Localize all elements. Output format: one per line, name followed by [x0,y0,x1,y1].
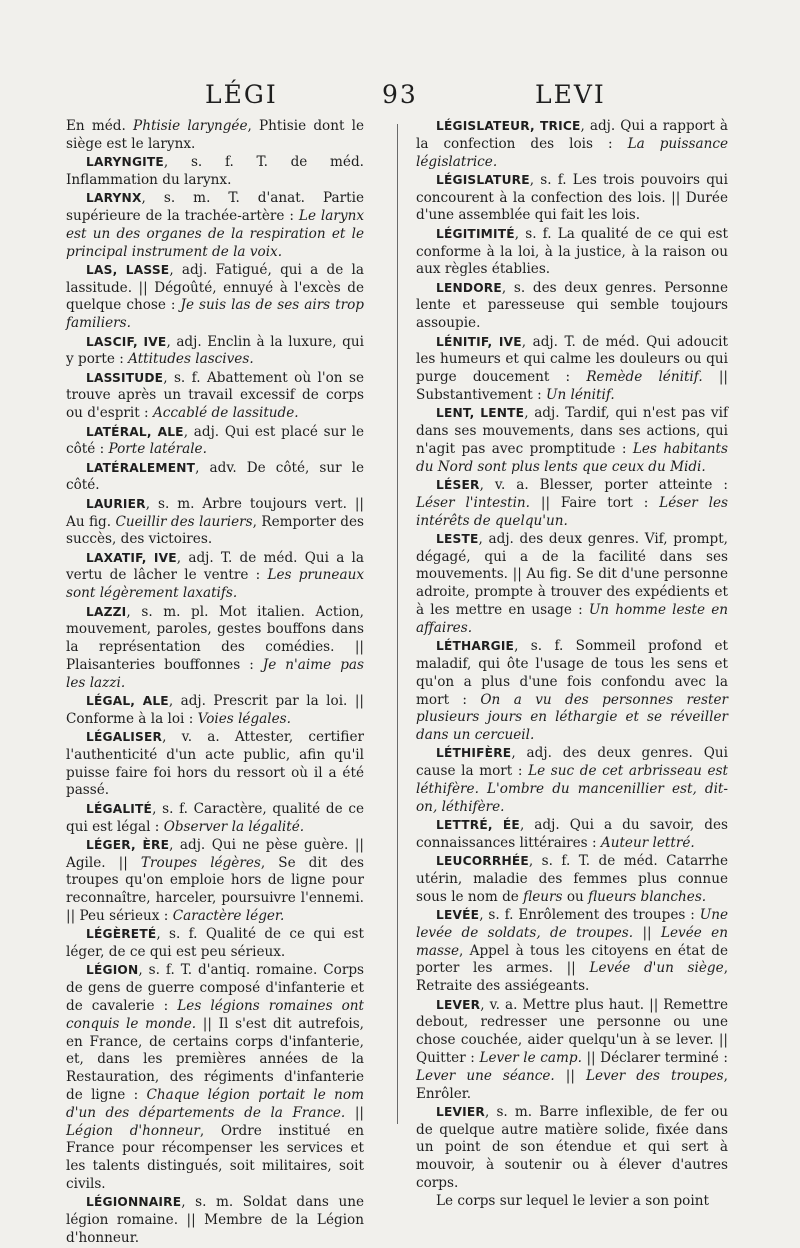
entry-definition: , s. f. Caractère, qualité de ce qui est légal : [66,800,364,835]
dictionary-entry [66,926,364,962]
dictionary-entry [416,226,728,279]
entry-definition: , adj. Tardif, qui n'est pas vif dans ses mouvements, dans ses actions, qui n'agit pas avec promptitude : [416,405,728,457]
entry-example: Les pruneaux sont légèrement laxatifs. [66,567,365,602]
entry-example: Le larynx est un des organes de la respiration et le principal instrument de la voix. [66,207,364,260]
entry-definition: , s. f. T. d'antiq. romaine. Corps de gens de guerre composé d'infanterie et de cavalerie : [66,962,364,1015]
entry-example: Levée en masse [416,924,728,959]
entry-headword: LARYNX [86,191,142,206]
entry-headword: LENDORE [436,280,502,295]
entry-example: Les habitants du Nord sont plus lents que ceux du Midi. [416,440,728,475]
dictionary-entry [66,837,364,926]
entry-definition: , adj. Qui a rapport à la confection des lois : [416,118,728,152]
entry-example: Voies légales. [197,710,291,727]
dictionary-entry [66,962,364,1193]
entry-example: Lever le camp. [479,1049,582,1066]
entry-definition: , v. a. Mettre plus haut. || Remettre debout, redresser une personne ou une chose couchée, aider quelqu'un à se lever. || Quitter : [416,996,728,1066]
entry-headword: LEVÉE [436,908,480,923]
entry-example: Cueillir des lauriers [115,513,253,530]
header-guide-word-right: LEVI [535,80,606,109]
entry-headword: LÉSER [436,477,480,492]
entry-headword: LÉGITIMITÉ [436,226,515,241]
entry-definition: , adj. des deux genres. Qui cause la mort : [416,745,728,780]
entry-example: Un homme leste en affaires. [416,602,728,636]
entry-definition: , adj. Prescrit par la loi. || Conforme à la loi : [66,693,364,727]
entry-definition: , adj. Qui ne pèse guère. || Agile. || [66,836,364,871]
entry-definition: En méd. [66,118,134,134]
entry-headword: LASCIF, IVE [86,334,167,349]
entry-definition: , Enrôler. [416,1067,728,1102]
entry-headword: LAS, LASSE [86,262,170,277]
entry-example: Je suis las de ses airs trop familiers. [66,297,365,332]
dictionary-entry [416,638,728,745]
dictionary-entry [66,550,364,603]
entry-example: On a vu des personnes rester plusieurs jours en léthargie et se réveiller dans un cercueil. [416,691,728,744]
entry-definition: , s. f. Les trois pouvoirs qui concourent à la confection des lois. || Durée d'une assemblée qui fait les lois. [416,171,728,224]
dictionary-entry [66,693,364,729]
entry-example: Une levée de soldats, de troupes. [416,907,728,941]
dictionary-entry [66,460,364,496]
entry-headword: LÉGION [86,963,139,978]
entry-example: Chaque légion portait le nom d'un des départements de la France. [66,1087,364,1121]
dictionary-entry [416,745,728,816]
entry-definition: || [554,1067,586,1084]
entry-headword: LEVIER [436,1104,485,1119]
page-header [0,80,800,114]
entry-headword: LÉGISLATURE [436,172,530,187]
entry-definition: , Remporter des succès, des victoires. [66,513,365,548]
entry-example: Légion d'honneur [66,1122,200,1139]
entry-definition: , s. f. T. de méd. Catarrhe utérin, maladie des femmes plus connue sous le nom de [416,853,728,905]
dictionary-entry [416,853,728,906]
entry-example: Un lénitif. [545,386,615,403]
entry-definition: , adj. Qui est placé sur le côté : [66,423,364,458]
entry-definition: , s. f. Enrôlement des troupes : [479,907,700,924]
entry-headword: LATÉRALEMENT [86,460,196,475]
entry-definition: || [633,924,661,941]
dictionary-entry [416,172,728,225]
dictionary-entry [66,262,364,333]
dictionary-entry [416,118,728,171]
entry-example: Porte latérale. [108,441,207,458]
entry-definition: ou [562,888,589,905]
entry-headword: LÉGIONNAIRE [86,1195,182,1210]
left-column [66,118,364,1248]
right-column [416,118,728,1212]
entry-definition: , s. des deux genres. Personne lente et paresseuse qui semble toujours assoupie. [416,279,728,332]
entry-headword: LEVER [436,997,481,1012]
dictionary-entry [416,907,728,996]
header-guide-word-left: LÉGI [205,80,278,109]
dictionary-entry [416,531,728,638]
entry-headword: LÉTHARGIE [436,639,515,654]
dictionary-entry [66,370,364,423]
entry-definition: , s. f. Abattement où l'on se trouve après un travail excessif de corps ou d'esprit : [66,369,364,422]
entry-definition: || Substantivement : [416,369,728,403]
entry-headword: LÉGÈRETÉ [86,927,157,942]
entry-example: fleurs [523,888,563,905]
entry-example: Lever des troupes [585,1067,724,1084]
entry-definition: , v. a. Blesser, porter atteinte : [479,476,728,493]
entry-example: Auteur lettré. [600,834,695,851]
entry-example: Accablé de lassitude. [152,405,299,422]
entry-example: Lever une séance. [416,1067,555,1084]
dictionary-entry [66,496,364,549]
entry-example: Léser l'intestin. [416,494,531,511]
dictionary-entry [416,1193,728,1211]
entry-definition: , s. m. T. d'anat. Partie supérieure de la trachée-artère : [66,190,364,224]
entry-example: Levée d'un siège [589,960,724,977]
entry-definition: , Phtisie dont le siège est le larynx. [66,118,365,152]
entry-definition: , s. m. Arbre toujours vert. || Au fig. [66,495,364,530]
entry-example: Remède lénitif. [586,369,703,386]
entry-definition: , Appel à tous les citoyens en état de porter les armes. || [416,942,728,977]
entry-definition: , s. f. La qualité de ce qui est conforme à la loi, à la justice, à la raison ou aux règles établies. [416,225,728,278]
entry-definition: , adj. T. de méd. Qui adoucit les humeurs et qui calme les douleurs ou qui purge doucement : [416,333,728,386]
entry-definition: Le corps sur lequel le levier a son point [436,1193,709,1210]
entry-example: Phtisie laryngée [133,118,248,134]
entry-definition: || [345,1104,364,1121]
dictionary-entry [416,405,728,476]
entry-example: Le suc de cet arbrisseau est léthifère. L'ombre du mancenillier est, dit-on, léthifère. [416,763,728,815]
entry-definition: || Il s'est dit autrefois, en France, de certains corps d'infanterie, et, dans les premières années de la Restauration, des régiments d'infanterie de ligne : [66,1015,365,1104]
dictionary-entry [66,729,364,800]
entry-headword: LENT, LENTE [436,406,525,421]
entry-example: flueurs blanches. [588,888,707,905]
dictionary-entry [66,334,364,370]
dictionary-entry [416,1104,728,1193]
entry-headword: LAXATIF, IVE [86,550,177,565]
entry-example: Troupes légères [140,854,261,871]
entry-example: Attitudes lascives. [128,351,254,368]
entry-headword: LÉGISLATEUR, TRICE [436,119,581,133]
entry-headword: LETTRÉ, ÉE [436,818,520,833]
entry-definition: , s. f. Sommeil profond et maladif, qui ôte l'usage de tous les sens et qu'on a plus d'une fois confondu avec la mort : [416,638,728,708]
entry-definition: , s. m. pl. Mot italien. Action, mouvement, paroles, gestes bouffons dans la représentation des comédies. || Plaisanteries bouffonnes : [66,603,364,673]
dictionary-entry [66,424,364,460]
entry-example: Je n'aime pas les lazzi. [66,656,364,691]
entry-headword: LEUCORRHÉE [436,854,529,869]
dictionary-entry [66,118,364,154]
dictionary-entry [66,604,364,693]
entry-headword: LÉTHIFÈRE [436,746,512,761]
entry-example: Caractère léger. [172,908,285,925]
entry-definition: || Déclarer terminé : [581,1049,728,1066]
entry-headword: LÉNITIF, IVE [436,334,522,349]
entry-headword: LARYNGITE [86,155,164,170]
entry-definition: , adv. De côté, sur le côté. [66,459,364,494]
entry-headword: LESTE [436,531,479,546]
entry-example: Les légions romaines ont conquis le monde. [66,998,364,1032]
entry-headword: LATÉRAL, ALE [86,424,184,439]
dictionary-entry [416,477,728,530]
dictionary-entry [66,154,364,190]
entry-headword: LÉGALISER [86,730,163,745]
entry-definition: , adj. Qui a du savoir, des connaissances littéraires : [416,817,728,851]
entry-definition: , adj. T. de méd. Qui a la vertu de lâcher le ventre : [66,549,365,584]
entry-definition: , s. f. T. de méd. Inflammation du larynx. [66,154,364,188]
entry-definition: , Se dit des troupes qu'on emploie hors de ligne pour reconnaître, harceler, poursuivre l'ennemi. || Peu sérieux : [66,854,364,925]
dictionary-entry [416,817,728,853]
entry-headword: LÉGER, ÈRE [86,837,170,852]
entry-headword: LÉGAL, ALE [86,694,169,708]
dictionary-entry [416,280,728,333]
dictionary-entry [416,997,728,1104]
entry-example: Léser les intérêts de quelqu'un. [416,494,728,529]
dictionary-entry [416,334,728,405]
entry-headword: LAURIER [86,496,146,511]
entry-definition: || Faire tort : [530,494,660,511]
entry-example: La puissance législatrice. [416,135,728,170]
dictionary-entry [66,190,364,261]
entry-definition: , Retraite des assiégeants. [416,960,729,995]
column-divider [397,124,398,1124]
entry-headword: LAZZI [86,604,127,619]
entry-definition: , s. m. Soldat dans une légion romaine. || Membre de la Légion d'honneur. [66,1194,364,1246]
dictionary-entry [66,1194,364,1247]
entry-example: Observer la légalité. [163,818,305,835]
entry-definition: , adj. Fatigué, qui a de la lassitude. || Dégoûté, ennuyé à l'excès de quelque chose : [66,261,364,314]
entry-definition: , s. f. Qualité de ce qui est léger, de ce qui est peu sérieux. [66,926,364,961]
entry-headword: LÉGALITÉ [86,801,153,816]
entry-definition: , v. a. Attester, certifier l'authenticité d'un acte public, afin qu'il puisse faire foi hors du ressort où il a été passé. [66,729,364,799]
entry-headword: LASSITUDE [86,370,164,385]
entry-definition: , adj. Enclin à la luxure, qui y porte : [66,333,364,368]
page-number: 93 [382,80,418,109]
entry-definition: , Ordre institué en France pour récompenser les services et les talents distingués, soit militaires, soit civils. [66,1122,365,1193]
dictionary-entry [66,801,364,837]
entry-definition: , s. m. Barre inflexible, de fer ou de quelque autre matière solide, fixée dans un point de son étendue et qui sert à mouvoir, à soutenir ou à élever d'autres corps. [416,1103,728,1192]
entry-definition: , adj. des deux genres. Vif, prompt, dégagé, qui a de la facilité dans ses mouvements. || Au fig. Se dit d'une personne adroite, prompte à trouver des expédients et à les mettre en usage : [416,530,728,619]
